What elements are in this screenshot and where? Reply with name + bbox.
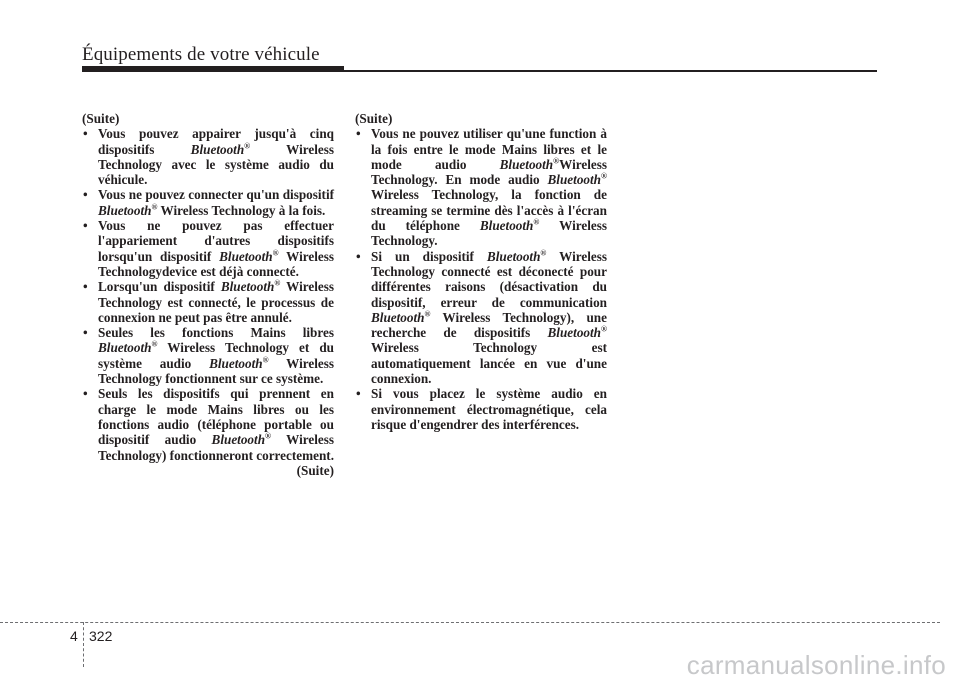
continued-label: (Suite) xyxy=(355,111,393,126)
left-column xyxy=(82,111,334,478)
continued-label-bottom: (Suite) xyxy=(296,462,334,478)
list-item: • Vous ne pouvez pas effectuer l'appariement d'autres dispositifs lorsqu'un dispositif Bluetooth® Wireless Technologydevice est déjà connecté. xyxy=(82,218,334,279)
right-column xyxy=(355,111,607,432)
bullet-list xyxy=(82,126,334,463)
list-item: • Seules les fonctions Mains libres Bluetooth® Wireless Technology et du système audio Bluetooth® Wireless Technology fonctionnent sur ce système. xyxy=(82,325,334,386)
list-item: • Lorsqu'un dispositif Bluetooth® Wireless Technology est connecté, le processus de connexion ne peut pas être annulé. xyxy=(82,279,334,325)
list-item: • Vous ne pouvez utiliser qu'une function à la fois entre le mode Mains libres et le mode audio Bluetooth®Wireless Technology. En mode audio Bluetooth® Wireless Technology, la fonction de streaming se termine dès l'accès à l'écran du téléphone Bluetooth® Wireless Technology. xyxy=(355,126,607,248)
continued-label: (Suite) xyxy=(82,111,120,126)
list-item: • Seuls les dispositifs qui prennent en charge le mode Mains libres ou les fonctions audio (téléphone portable ou dispositif audio Bluetooth® Wireless Technology) fonctionneront correctement. xyxy=(82,386,334,462)
bullet-list xyxy=(355,126,607,432)
page-title: Équipements de votre véhicule xyxy=(82,44,320,65)
header-rule-thin xyxy=(344,70,877,72)
watermark: carmanualsonline.info xyxy=(686,650,946,680)
page-number: 322 xyxy=(89,628,113,644)
footer-rule xyxy=(0,622,940,623)
footer-separator xyxy=(83,622,84,667)
list-item: • Si un dispositif Bluetooth® Wireless Technology connecté est déconecté pour différentes raisons (désactivation du dispositif, erreur de communication Bluetooth® Wireless Technology), une recherche de dispositifs Bluetooth® Wireless Technology est automatiquement lancée en vue d'une connexion. xyxy=(355,249,607,387)
list-item: • Vous pouvez appairer jusqu'à cinq dispositifs Bluetooth® Wireless Technology avec le système audio du véhicule. xyxy=(82,126,334,187)
list-item: • Si vous placez le système audio en environnement électromagnétique, cela risque d'engendrer des interférences. xyxy=(355,386,607,432)
header-rule-thick xyxy=(82,66,344,72)
list-item: • Vous ne pouvez connecter qu'un dispositif Bluetooth® Wireless Technology à la fois. xyxy=(82,187,334,218)
section-number: 4 xyxy=(70,628,78,644)
